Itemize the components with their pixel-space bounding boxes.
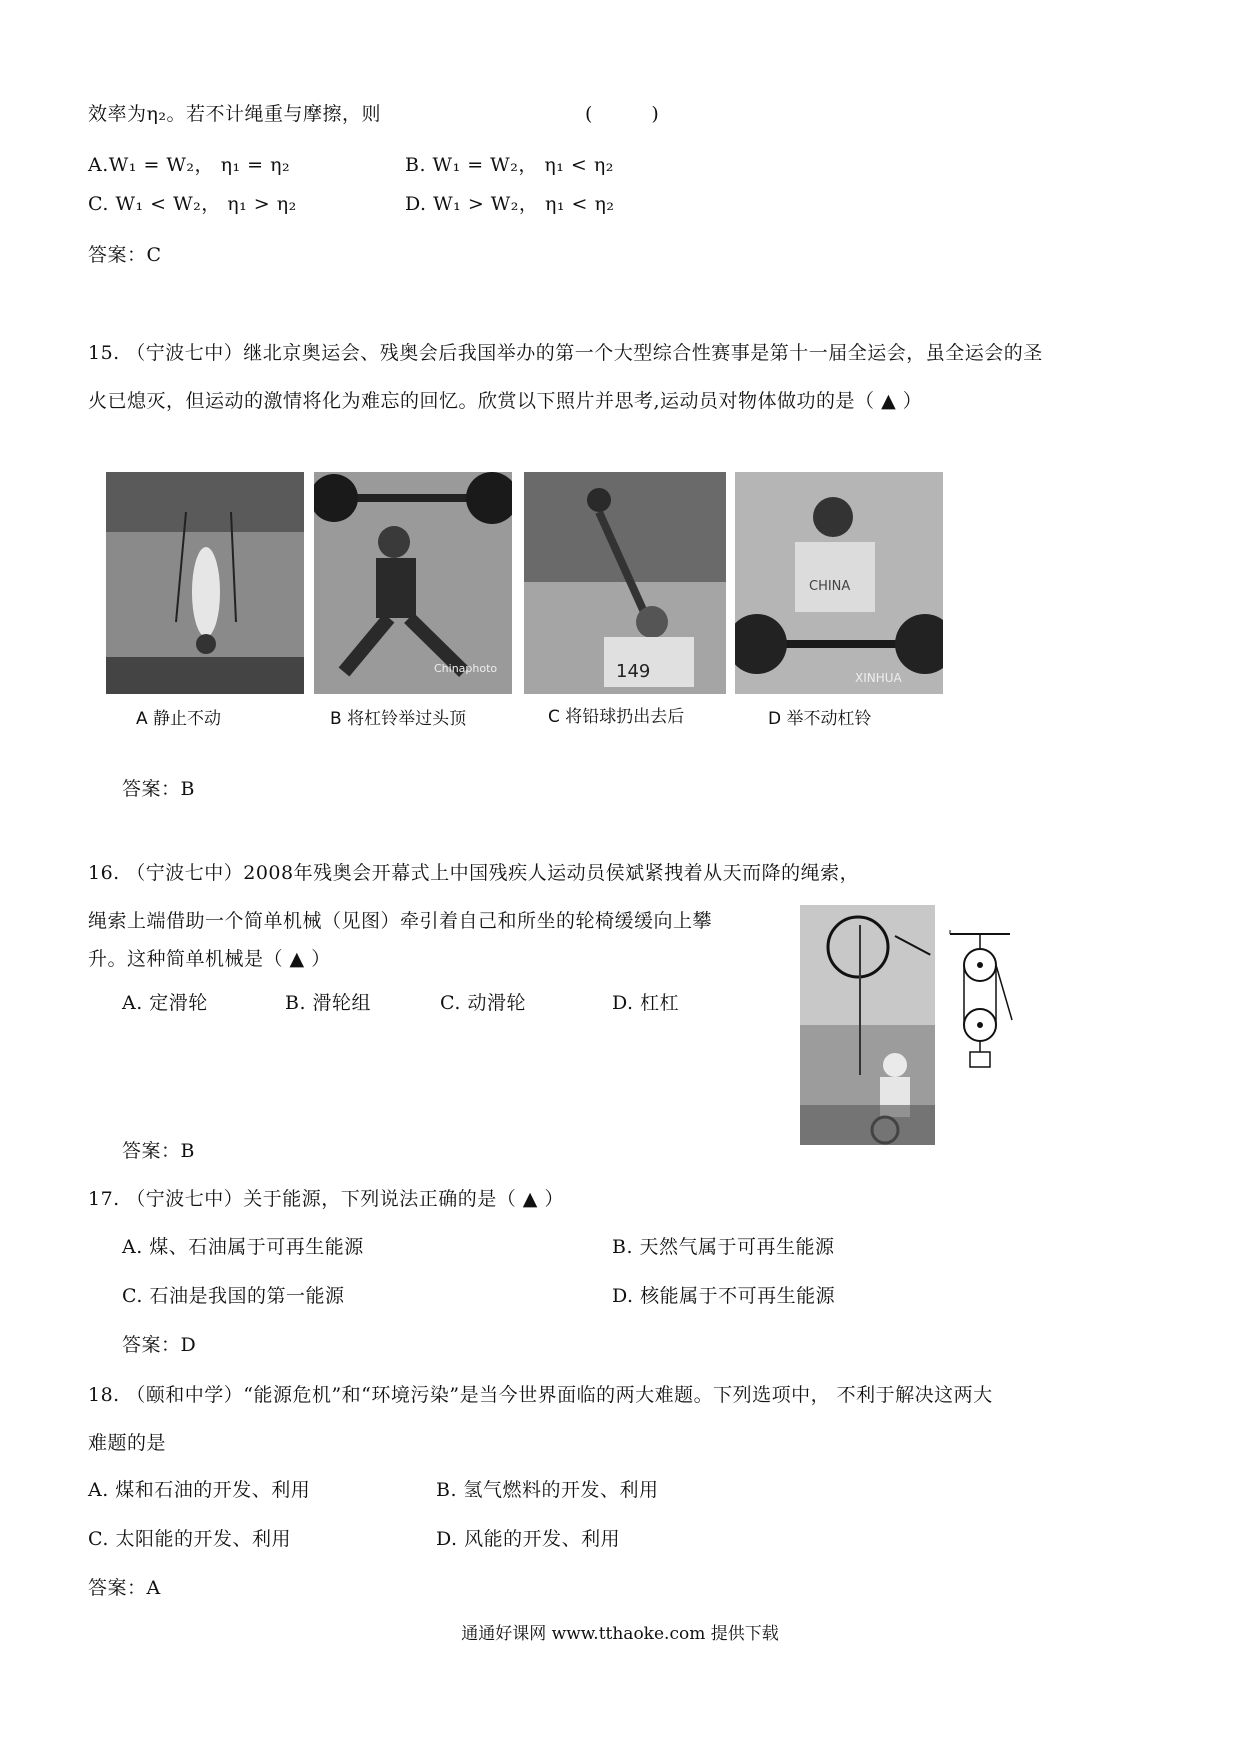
q17-option-a: A. 煤、石油属于可再生能源: [122, 1236, 364, 1258]
q16-stem-line3: 升。这种简单机械是（ ▲ ）: [88, 948, 331, 970]
page-footer: 通通好课网 www.tthaoke.com 提供下载: [461, 1624, 779, 1644]
q14-answer-blank: ( ): [585, 103, 660, 125]
photo-rings-gymnast: [106, 472, 304, 694]
q16-option-a: A. 定滑轮: [122, 992, 208, 1014]
photo-wheelchair-rope: [800, 905, 935, 1145]
q18-stem-line1: 18. （颐和中学）“能源危机”和“环境污染”是当今世界面临的两大难题。下列选项中， 不利于解决这两大: [88, 1384, 993, 1406]
photo-weightlifter-overhead: [314, 472, 512, 694]
q15-answer: 答案：B: [122, 778, 195, 800]
q18-option-d: D. 风能的开发、利用: [436, 1528, 621, 1550]
q16-option-b: B. 滑轮组: [285, 992, 372, 1014]
q16-answer: 答案：B: [122, 1140, 195, 1162]
q14-answer: 答案：C: [88, 244, 162, 266]
q17-option-d: D. 核能属于不可再生能源: [612, 1285, 836, 1307]
photo-d-jersey: CHINA: [809, 579, 851, 594]
q14-option-b: B. W₁ = W₂， η₁ < η₂: [405, 154, 614, 176]
pulley-diagram: [930, 930, 1020, 1080]
q16-option-c: C. 动滑轮: [440, 992, 526, 1014]
q14-option-d: D. W₁ > W₂， η₁ < η₂: [405, 193, 615, 215]
q17-answer: 答案：D: [122, 1334, 197, 1356]
photo-b-watermark: Chinaphoto: [434, 662, 498, 675]
q17-option-c: C. 石油是我国的第一能源: [122, 1285, 345, 1307]
photo-weightlifter-stuck: [735, 472, 943, 694]
q18-option-a: A. 煤和石油的开发、利用: [88, 1479, 311, 1501]
q18-stem-line2: 难题的是: [88, 1432, 167, 1454]
q14-option-a: A.W₁ = W₂， η₁ = η₂: [88, 154, 291, 176]
photo-caption-c: C 将铅球扔出去后: [548, 707, 685, 727]
q17-stem: 17. （宁波七中）关于能源，下列说法正确的是（ ▲ ）: [88, 1188, 564, 1210]
photo-caption-a: A 静止不动: [136, 709, 222, 729]
q16-stem-line2: 绳索上端借助一个简单机械（见图）牵引着自己和所坐的轮椅缓缓向上攀: [88, 910, 713, 932]
q18-option-c: C. 太阳能的开发、利用: [88, 1528, 291, 1550]
q16-stem-line1: 16. （宁波七中）2008年残奥会开幕式上中国残疾人运动员侯斌紧拽着从天而降的绳索，: [88, 862, 860, 884]
q14-stem-tail: 效率为η₂。若不计绳重与摩擦，则: [88, 103, 382, 125]
q16-option-d: D. 杠杠: [612, 992, 680, 1014]
photo-caption-d: D 举不动杠铃: [768, 709, 872, 729]
q15-stem-line2: 火已熄灭，但运动的激情将化为难忘的回忆。欣赏以下照片并思考,运动员对物体做功的是（ ▲ ）: [88, 390, 923, 412]
q18-option-b: B. 氢气燃料的开发、利用: [436, 1479, 659, 1501]
q14-option-c: C. W₁ < W₂， η₁ > η₂: [88, 193, 297, 215]
photo-c-bib: 149: [616, 661, 651, 682]
photo-shot-put: [524, 472, 726, 694]
photo-caption-b: B 将杠铃举过头顶: [330, 709, 467, 729]
q18-answer: 答案：A: [88, 1577, 161, 1599]
photo-d-watermark: XINHUA: [855, 671, 902, 685]
q15-stem-line1: 15. （宁波七中）继北京奥运会、残奥会后我国举办的第一个大型综合性赛事是第十一届全运会，虽全运会的圣: [88, 342, 1043, 364]
q17-option-b: B. 天然气属于可再生能源: [612, 1236, 835, 1258]
